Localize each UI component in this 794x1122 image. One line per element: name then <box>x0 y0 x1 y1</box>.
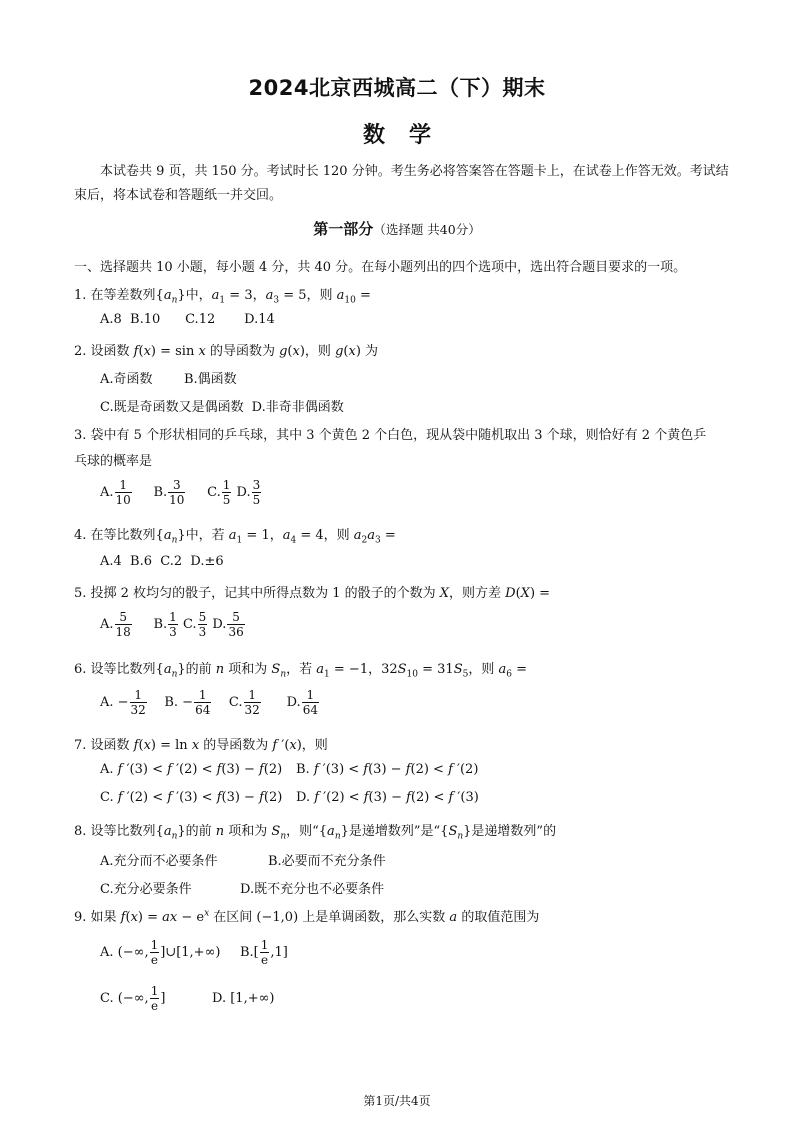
question-5-options: A. $\frac{5}{18}$ B. $\frac{1}{3}$ C. $\frac{5}{3}$ D. $\frac{5}{36}$ <box>100 610 244 639</box>
question-4-options: A.4 B.6 C.2 D.±6 <box>100 554 224 569</box>
q8-option-d: D.既不充分也不必要条件 <box>240 882 385 897</box>
q2-option-b: B.偶函数 <box>184 372 237 387</box>
question-3-options: A. $\frac{1}{10}$ B. $\frac{3}{10}$ C. $\frac{1}{5}$ D. $\frac{3}{5}$ <box>100 478 261 507</box>
q8-option-a: A.充分而不必要条件 <box>100 854 218 869</box>
question-9-options-row-1: A. (−∞, $\frac{1}{e}$ ]∪[1,+∞) B.[ $\frac{1}{e}$ ,1] <box>100 938 288 967</box>
page-footer: 第1页/共4页 <box>363 1094 431 1108</box>
subject-title: 数学 <box>362 123 455 148</box>
part-one-heading <box>0 218 794 239</box>
question-1-options: A.8 B.10 C.12 D.14 <box>100 312 275 327</box>
question-5: 5. 投掷 2 枚均匀的骰子，记其中所得点数为 1 的骰子的个数为 X，则方差 D(X) = <box>74 586 551 601</box>
exam-instructions: 本试卷共 9 页，共 150 分。考试时长 120 分钟。考生务必将答案答在答题卡上，在试卷上作答无效。考试结束后，将本试卷和答题纸一并交回。 <box>74 164 729 203</box>
question-1: 1. 在等差数列$\{a_n\}$中，$a_1 = 3$，$a_3 = 5$，则 $a_{10}$ = <box>74 288 371 306</box>
question-6-options: A. − $\frac{1}{32}$ B. − $\frac{1}{64}$ C. $\frac{1}{32}$ D. $\frac{1}{64}$ <box>100 688 318 717</box>
question-8: 8. 设等比数列$\{a_n\}$的前 n 项和为 $S_n$，则“$\{a_n\}$是递增数列”是“$\{S_n\}$是递增数列”的 <box>74 824 557 842</box>
section-instruction: 一、选择题共 10 小题，每小题 4 分，共 40 分。在每小题列出的四个选项中，选出符合题目要求的一项。 <box>74 260 687 275</box>
question-8-options-row-2 <box>100 878 384 897</box>
question-9-options-row-2: C. (−∞, $\frac{1}{e}$ ] D. [1,+∞) <box>100 984 275 1013</box>
question-3-line-1: 3. 袋中有 5 个形状相同的乒乓球，其中 3 个黄色 2 个白色，现从袋中随机取出 3 个球，则恰好有 2 个黄色乒 <box>74 428 707 443</box>
question-7-options-row-2: C. f ′(2) < f ′(3) < f(3) − f(2) D. f ′(2) < f(3) − f(2) < f ′(3) <box>100 790 479 805</box>
question-2-options-row-1 <box>100 368 251 387</box>
q8-option-b: B.必要而不充分条件 <box>268 854 386 869</box>
question-8-options-row-1 <box>100 850 386 869</box>
question-7: 7. 设函数 f(x) = ln x 的导函数为 f ′(x)，则 <box>74 738 328 753</box>
q8-option-c: C.充分必要条件 <box>100 882 192 897</box>
part-one-title: 第一部分 <box>313 220 374 238</box>
question-2-options-row-2 <box>100 396 358 415</box>
exam-title: 2024北京西城高二（下）期末 <box>248 76 546 100</box>
q2-option-c: C.既是奇函数又是偶函数 <box>100 400 244 415</box>
question-4: 4. 在等比数列$\{a_n\}$中，若 $a_1 = 1$，$a_4 = 4$，则 $a_2a_3$ = <box>74 528 396 546</box>
question-3-line-2: 乓球的概率是 <box>74 454 153 469</box>
part-one-note: （选择题 共40分） <box>373 222 481 237</box>
question-6: 6. 设等比数列$\{a_n\}$的前 n 项和为 $S_n$，若 $a_1 = -1$，$32S_{10} = 31S_5$，则 $a_6$ = <box>74 662 528 680</box>
question-9: 9. 如果 f(x) = ax − $e^x$ 在区间 (−1,0) 上是单调函数，那么实数 a 的取值范围为 <box>74 908 540 925</box>
question-2: 2. 设函数 f(x) = sin x 的导函数为 g(x)，则 g(x) 为 <box>74 344 379 359</box>
q2-option-a: A.奇函数 <box>100 372 153 387</box>
q2-option-d: D.非奇非偶函数 <box>251 400 344 415</box>
question-7-options-row-1: A. f ′(3) < f ′(2) < f(3) − f(2) B. f ′(3) < f(3) − f(2) < f ′(2) <box>100 762 479 777</box>
